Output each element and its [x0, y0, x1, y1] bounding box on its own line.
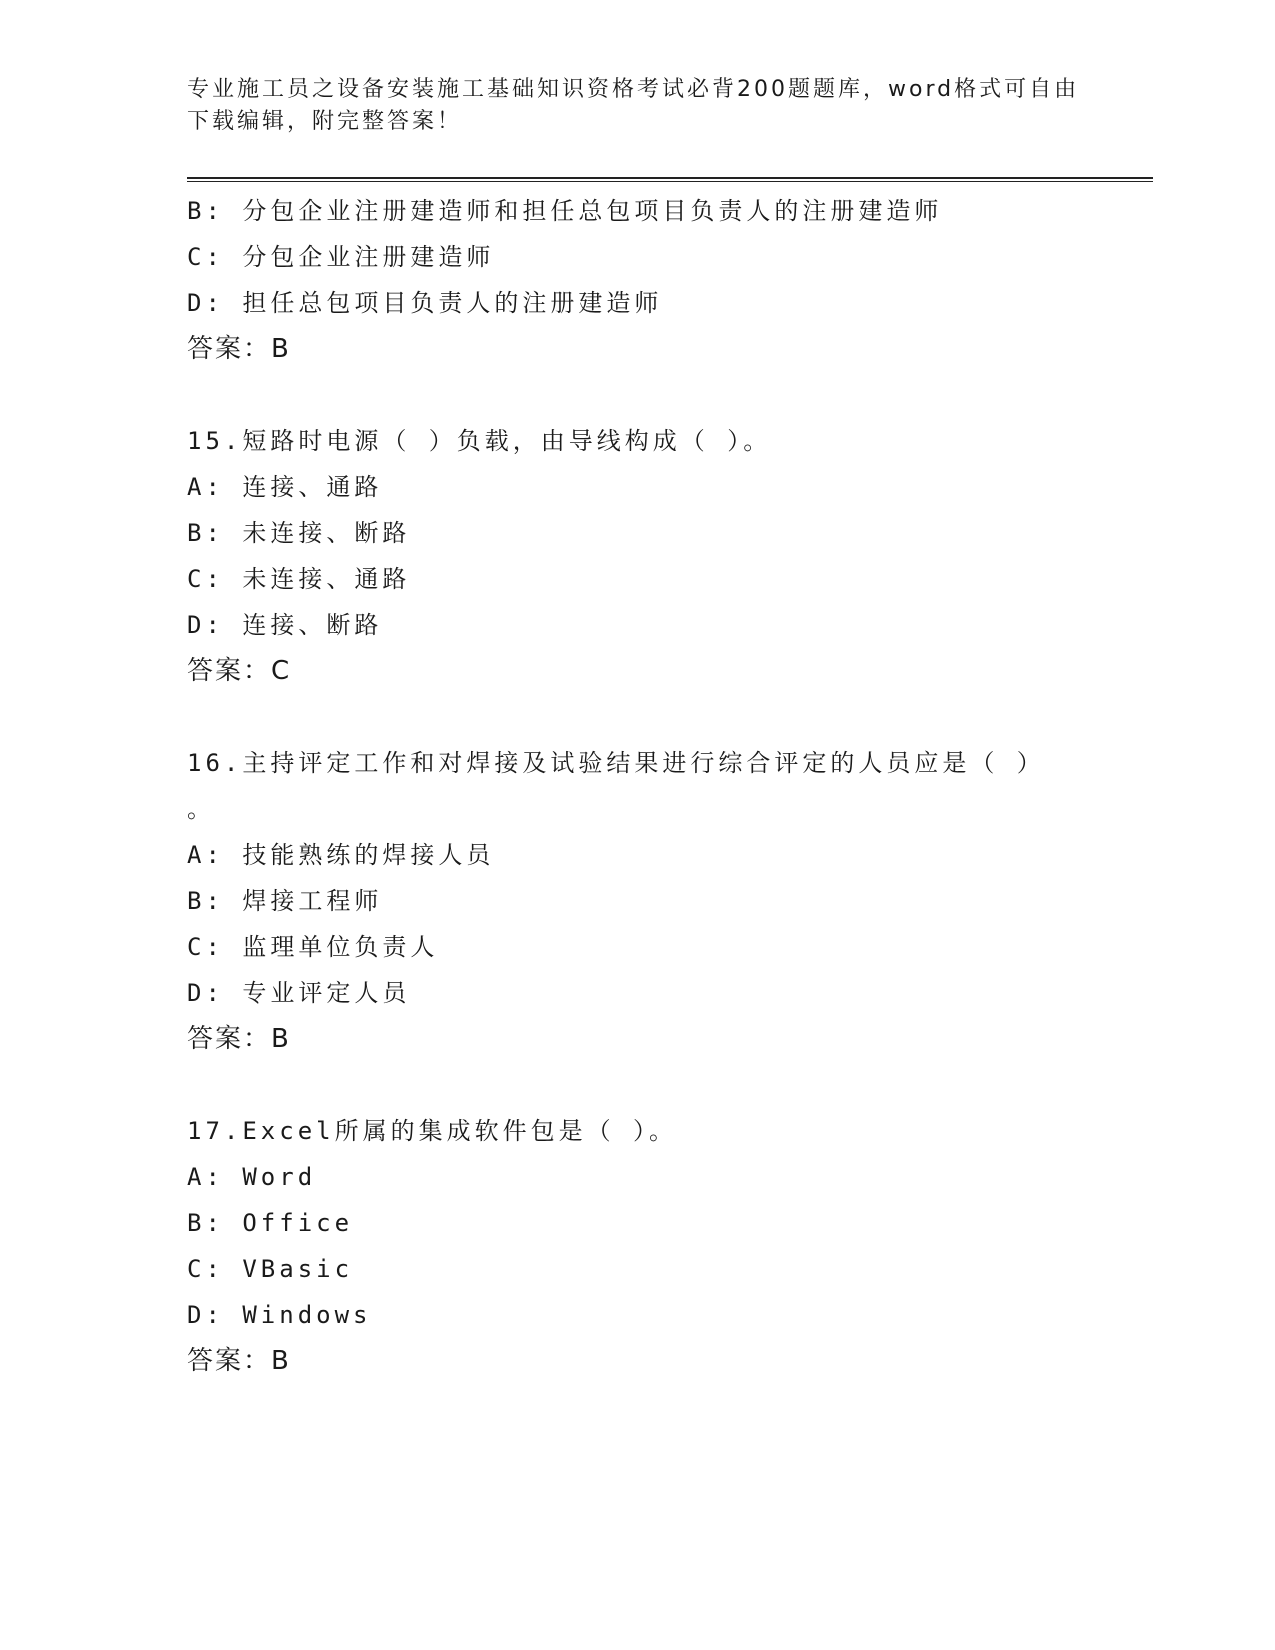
option-d: [187, 970, 1147, 1016]
spacer: [187, 372, 1147, 418]
option-b: [187, 188, 1147, 234]
spacer: [187, 694, 1147, 740]
option-text: 监理单位负责人: [242, 933, 439, 961]
question-stem-continuation: 。: [187, 795, 211, 823]
option-b: [187, 1200, 1147, 1246]
option-a: [187, 1154, 1147, 1200]
option-key: D:: [187, 1301, 224, 1329]
option-key: B:: [187, 887, 224, 915]
option-text: 担任总包项目负责人的注册建造师: [242, 289, 663, 317]
option-text: Office: [242, 1209, 354, 1237]
question-16: [187, 740, 1147, 1062]
option-a: [187, 832, 1147, 878]
option-text: VBasic: [242, 1255, 354, 1283]
header-title-line-1: 专业施工员之设备安装施工基础知识资格考试必背200题题库，word格式可自由: [187, 77, 1080, 102]
answer-line: 答案：B: [187, 1024, 291, 1054]
header-title-line-2: 下载编辑，附完整答案！: [187, 109, 463, 134]
option-key: A:: [187, 1163, 224, 1191]
question-content: [187, 188, 1147, 1384]
question-15: [187, 418, 1147, 694]
option-key: B:: [187, 197, 224, 225]
question-stem: 16.主持评定工作和对焊接及试验结果进行综合评定的人员应是（ ）: [187, 749, 1045, 777]
option-key: B:: [187, 1209, 224, 1237]
option-key: D:: [187, 611, 224, 639]
option-key: D:: [187, 979, 224, 1007]
option-text: 分包企业注册建造师和担任总包项目负责人的注册建造师: [242, 197, 943, 225]
option-text: 未连接、断路: [242, 519, 411, 547]
option-b: [187, 878, 1147, 924]
option-key: A:: [187, 473, 224, 501]
option-text: 连接、断路: [242, 611, 383, 639]
option-d: [187, 1292, 1147, 1338]
option-text: 专业评定人员: [242, 979, 411, 1007]
option-key: A:: [187, 841, 224, 869]
option-key: B:: [187, 519, 224, 547]
option-c: [187, 1246, 1147, 1292]
document-header: [187, 74, 1087, 138]
option-text: Word: [242, 1163, 317, 1191]
option-b: [187, 510, 1147, 556]
option-text: 未连接、通路: [242, 565, 411, 593]
option-d: [187, 280, 1147, 326]
header-divider: [187, 177, 1153, 182]
answer-line: 答案：C: [187, 656, 292, 686]
option-a: [187, 464, 1147, 510]
answer-line: 答案：B: [187, 334, 291, 364]
spacer: [187, 1062, 1147, 1108]
question-stem: 17.Excel所属的集成软件包是（ ）。: [187, 1117, 678, 1145]
option-key: D:: [187, 289, 224, 317]
option-text: 分包企业注册建造师: [242, 243, 495, 271]
option-key: C:: [187, 1255, 224, 1283]
answer-line: 答案：B: [187, 1346, 291, 1376]
option-text: 焊接工程师: [242, 887, 383, 915]
option-key: C:: [187, 933, 224, 961]
option-text: Windows: [242, 1301, 372, 1329]
option-c: [187, 556, 1147, 602]
option-text: 技能熟练的焊接人员: [242, 841, 495, 869]
question-17: [187, 1108, 1147, 1384]
continued-question: [187, 188, 1147, 372]
question-stem: 15.短路时电源（ ）负载，由导线构成（ ）。: [187, 427, 772, 455]
option-text: 连接、通路: [242, 473, 383, 501]
option-c: [187, 924, 1147, 970]
option-key: C:: [187, 243, 224, 271]
option-key: C:: [187, 565, 224, 593]
option-d: [187, 602, 1147, 648]
option-c: [187, 234, 1147, 280]
